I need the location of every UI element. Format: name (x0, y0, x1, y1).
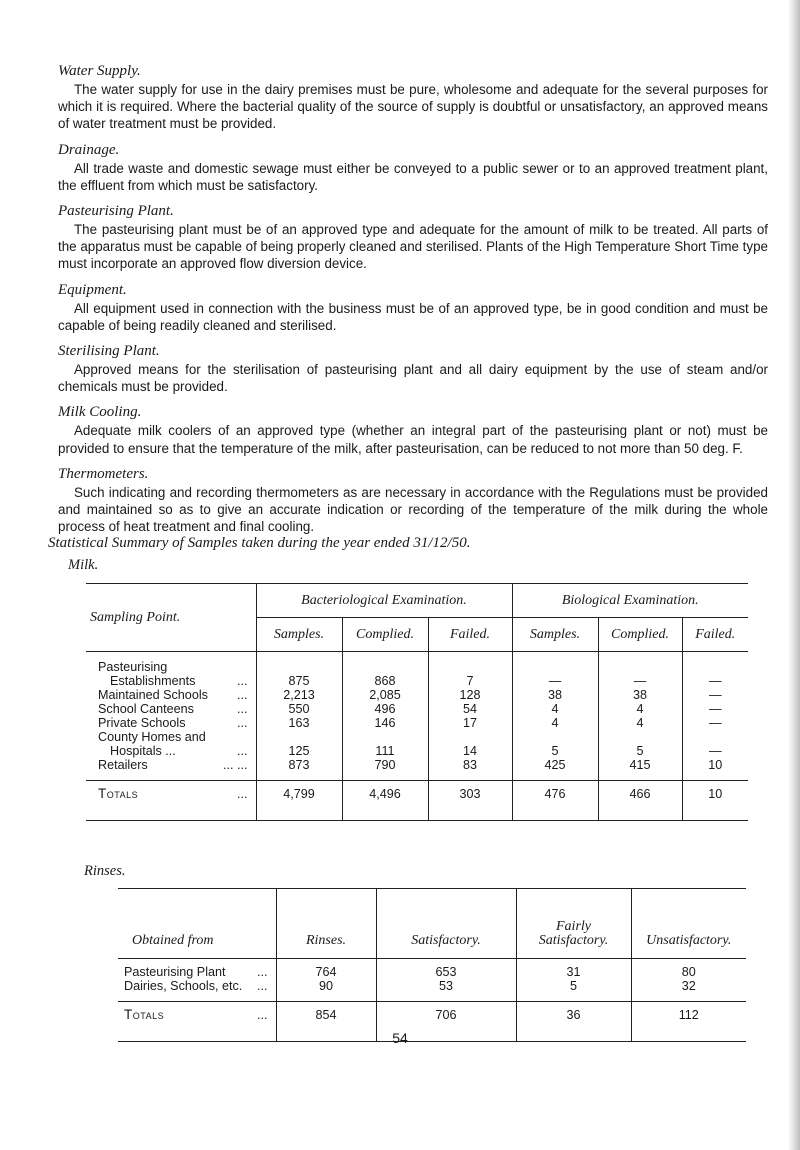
cell-value: 17 (428, 716, 512, 730)
section-title: Thermometers. (58, 465, 149, 482)
row-label: Pasteurising Plant (124, 965, 226, 979)
leader-dots: ... (237, 688, 248, 702)
header-satisfactory: Satisfactory. (376, 889, 516, 959)
total-value: 36 (516, 1001, 631, 1041)
cell-value: 7 (428, 652, 512, 689)
cell-value: 415 (598, 758, 682, 780)
header-rinses: Rinses. (276, 889, 376, 959)
section-body: The pasteurising plant must be of an approved type and adequate for the amount of milk to be treated. All parts of the apparatus must be capable of being properly cleaned and sterilised. Plants of the High Temperature Short Time type must incorporate an approved flow diversion device. (58, 222, 768, 272)
milk-title: Milk. (68, 557, 99, 573)
row-label: Maintained Schools (98, 688, 208, 702)
header-biological: Biological Examination. (512, 584, 748, 618)
cell-value: 90 (276, 979, 376, 1001)
milk-table (86, 583, 748, 821)
rinses-title: Rinses. (84, 863, 126, 879)
total-value: 303 (428, 780, 512, 820)
cell-value: — (708, 674, 722, 688)
cell-value: 146 (342, 716, 428, 730)
section-title: Pasteurising Plant. (58, 203, 174, 220)
cell-value: 80 (681, 965, 696, 979)
cell-value: 2,085 (342, 688, 428, 702)
header-bact-samples: Samples. (256, 618, 342, 652)
leader-dots: ... (257, 1007, 268, 1022)
cell-value: 128 (428, 688, 512, 702)
leader-dots: ... (257, 965, 268, 979)
cell-value: 38 (512, 688, 598, 702)
section-title: Sterilising Plant. (58, 343, 160, 360)
cell-value: 4 (598, 716, 682, 730)
cell-value: — (708, 744, 722, 758)
section-title: Equipment. (58, 281, 127, 298)
leader-dots: ... (237, 716, 248, 730)
section-body: Adequate milk coolers of an approved type (whether an integral part of the pasteurising plant or not) must be provided to ensure that the temperature of the milk, after pasteurisation, can be reduced to not more than 50 deg. F. (58, 423, 768, 456)
section-thermometers (58, 465, 768, 536)
section-drainage (58, 141, 768, 194)
table-row (86, 702, 748, 716)
header-bact-failed: Failed. (428, 618, 512, 652)
row-label-cont: Hospitals ... (110, 744, 176, 758)
leader-dots: ... (237, 674, 248, 688)
cell-value: 111 (342, 730, 428, 758)
total-value: 4,496 (342, 780, 428, 820)
cell-value: 653 (376, 959, 516, 980)
row-label: Private Schools (98, 716, 186, 730)
totals-row (86, 780, 748, 820)
cell-value: — (512, 652, 598, 689)
page-number: 54 (392, 1030, 408, 1046)
header-bact-complied: Complied. (342, 618, 428, 652)
row-label: County Homes and (98, 730, 206, 744)
header-line: Satisfactory. (538, 933, 609, 948)
total-value: 706 (376, 1001, 516, 1041)
leader-dots: ... (237, 744, 248, 758)
header-bio-complied: Complied. (598, 618, 682, 652)
section-body: Such indicating and recording thermometers as are necessary in accordance with the Regulations must be provided and maintained so as to give an accurate indication or recording of the temperature of the milk during the whole process of heat treatment and final cooling. (58, 484, 768, 535)
row-label-cont: Establishments (110, 674, 196, 688)
page-edge-shadow (788, 0, 800, 1150)
leader-dots: ... (257, 979, 268, 993)
rinses-table (118, 888, 746, 1042)
cell-value: — (708, 702, 722, 716)
section-title: Milk Cooling. (58, 404, 142, 421)
cell-value: 790 (342, 758, 428, 780)
cell-value: 5 (512, 730, 598, 758)
cell-value: — (598, 652, 682, 689)
table-row (86, 688, 748, 702)
header-bio-failed: Failed. (695, 626, 736, 642)
cell-value: 4 (512, 702, 598, 716)
cell-value: 163 (256, 716, 342, 730)
total-value: 476 (512, 780, 598, 820)
cell-value: 38 (598, 688, 682, 702)
cell-value: 2,213 (256, 688, 342, 702)
row-label: School Canteens (98, 702, 194, 716)
cell-value: 125 (256, 730, 342, 758)
header-obtained-from: Obtained from (118, 889, 276, 959)
table-row (86, 716, 748, 730)
header-bacteriological: Bacteriological Examination. (256, 584, 512, 618)
header-fairly-satisfactory (516, 889, 631, 959)
row-label: Retailers (98, 758, 148, 772)
row-label: Pasteurising (98, 660, 168, 674)
header-unsatisfactory: Unsatisfactory. (646, 933, 732, 948)
cell-value: 4 (512, 716, 598, 730)
section-title: Drainage. (58, 141, 120, 158)
cell-value: 5 (516, 979, 631, 1001)
section-body: Approved means for the sterilisation of pasteurising plant and all dairy equipment by the use of steam and/or chemicals must be provided. (58, 362, 768, 395)
cell-value: 10 (708, 758, 723, 772)
cell-value: 764 (276, 959, 376, 980)
section-body: The water supply for use in the dairy premises must be pure, wholesome and adequate for the several purposes for which it is required. Where the bacterial quality of the source of supply is doubtful or unsatisfactory, an approved means of water treatment must be provided. (58, 82, 768, 132)
section-equipment (58, 281, 768, 334)
section-title: Water Supply. (58, 63, 141, 79)
total-value: 112 (678, 1007, 699, 1022)
summary-title: Statistical Summary of Samples taken during the year ended 31/12/50. (48, 535, 471, 551)
cell-value: 31 (516, 959, 631, 980)
cell-value: 875 (256, 652, 342, 689)
table-row (86, 730, 748, 758)
section-sterilising-plant (58, 342, 768, 395)
cell-value: 32 (681, 979, 696, 993)
cell-value: 496 (342, 702, 428, 716)
section-pasteurising-plant (58, 202, 768, 273)
total-value: 10 (708, 786, 723, 801)
cell-value: — (708, 688, 722, 702)
cell-value: 425 (512, 758, 598, 780)
cell-value: 550 (256, 702, 342, 716)
cell-value: 4 (598, 702, 682, 716)
row-label: Dairies, Schools, etc. (124, 979, 243, 993)
section-milk-cooling (58, 403, 768, 456)
cell-value: 5 (598, 730, 682, 758)
cell-value: 868 (342, 652, 428, 689)
leader-dots: ... (237, 702, 248, 716)
table-row (118, 959, 746, 980)
total-value: 854 (276, 1001, 376, 1041)
total-value: 4,799 (256, 780, 342, 820)
leader-dots: ... (237, 786, 248, 801)
header-bio-samples: Samples. (512, 618, 598, 652)
total-value: 466 (598, 780, 682, 820)
table-row (118, 979, 746, 1001)
section-body: All trade waste and domestic sewage must either be conveyed to a public sewer or to an approved treatment plant, the effluent from which must be satisfactory. (58, 160, 768, 193)
leader-dots: ... ... (223, 758, 248, 772)
cell-value: 14 (428, 730, 512, 758)
regulations-text (58, 62, 768, 543)
header-line: Fairly (556, 919, 591, 934)
cell-value: 83 (428, 758, 512, 780)
cell-value: 53 (376, 979, 516, 1001)
header-sampling-point: Sampling Point. (86, 584, 256, 652)
cell-value: 873 (256, 758, 342, 780)
totals-label: Totals (98, 785, 139, 801)
section-body: All equipment used in connection with the business must be of an approved type, be in good condition and must be capable of being readily cleaned and sterilised. (58, 300, 768, 333)
table-row (86, 652, 748, 689)
cell-value: — (708, 716, 722, 730)
table-row (86, 758, 748, 780)
section-water-supply (58, 62, 768, 133)
cell-value: 54 (428, 702, 512, 716)
totals-label: Totals (124, 1006, 165, 1022)
